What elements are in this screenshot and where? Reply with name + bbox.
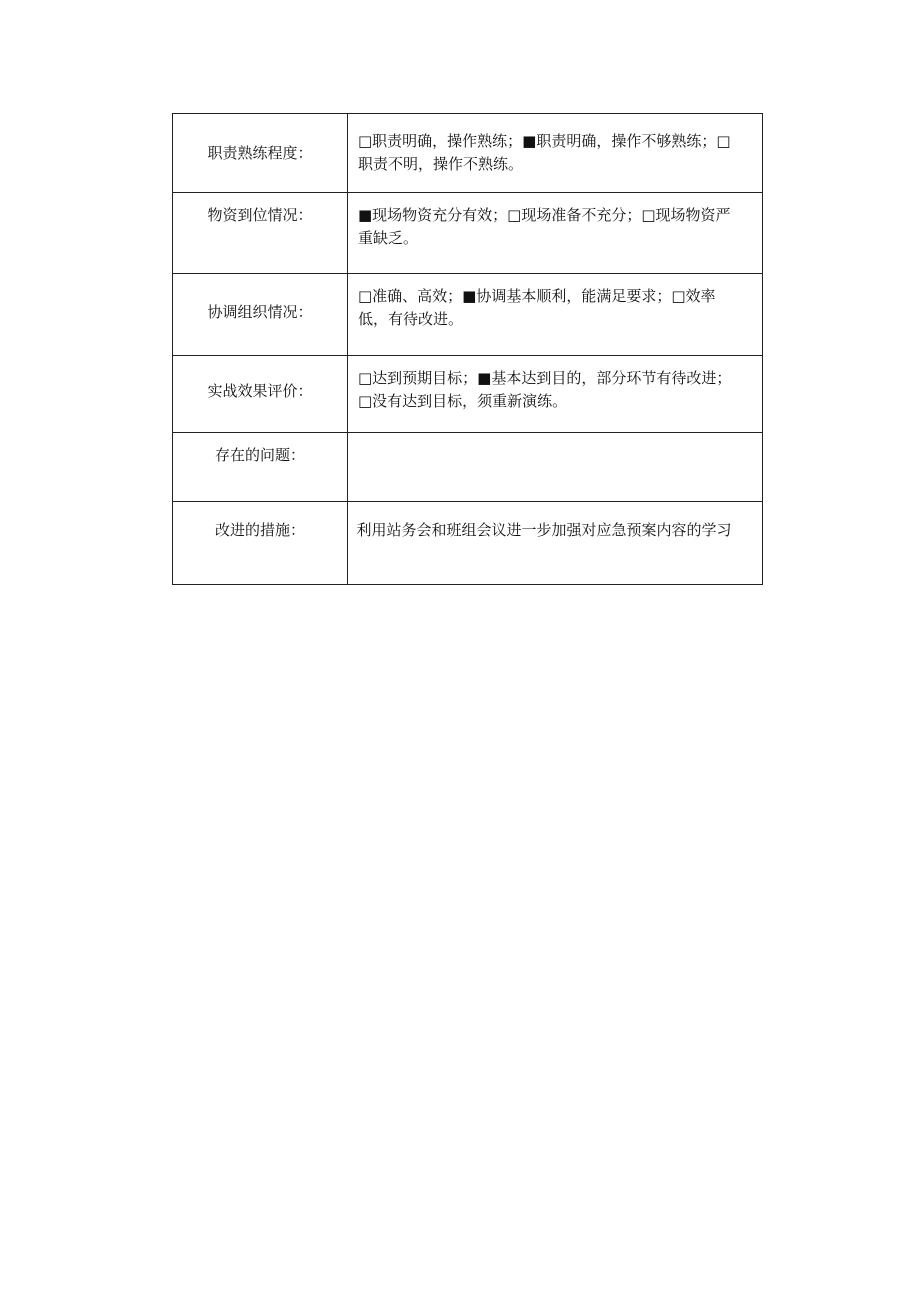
- value-coordination: □准确、高效；■协调基本顺利，能满足要求；□效率低，有待改进。: [348, 274, 763, 356]
- label-problems: 存在的问题：: [173, 433, 348, 502]
- table-row-proficiency: [173, 114, 763, 193]
- label-proficiency: 职责熟练程度：: [173, 114, 348, 193]
- table-row-materials: [173, 193, 763, 274]
- table-row-effectiveness: [173, 356, 763, 433]
- label-materials: 物资到位情况：: [173, 193, 348, 274]
- value-effectiveness: □达到预期目标；■基本达到目的，部分环节有待改进；□没有达到目标，须重新演练。: [348, 356, 763, 433]
- value-materials: ■现场物资充分有效；□现场准备不充分；□现场物资严重缺乏。: [348, 193, 763, 274]
- label-effectiveness: 实战效果评价：: [173, 356, 348, 433]
- value-problems: [348, 433, 763, 502]
- value-improvements: 利用站务会和班组会议进一步加强对应急预案内容的学习: [348, 502, 763, 585]
- label-improvements: 改进的措施：: [173, 502, 348, 585]
- label-coordination: 协调组织情况：: [173, 274, 348, 356]
- drill-evaluation-table: [172, 113, 763, 585]
- table-row-coordination: [173, 274, 763, 356]
- table-row-improvements: [173, 502, 763, 585]
- table-row-problems: [173, 433, 763, 502]
- value-proficiency: □职责明确，操作熟练；■职责明确，操作不够熟练；□职责不明，操作不熟练。: [348, 114, 763, 193]
